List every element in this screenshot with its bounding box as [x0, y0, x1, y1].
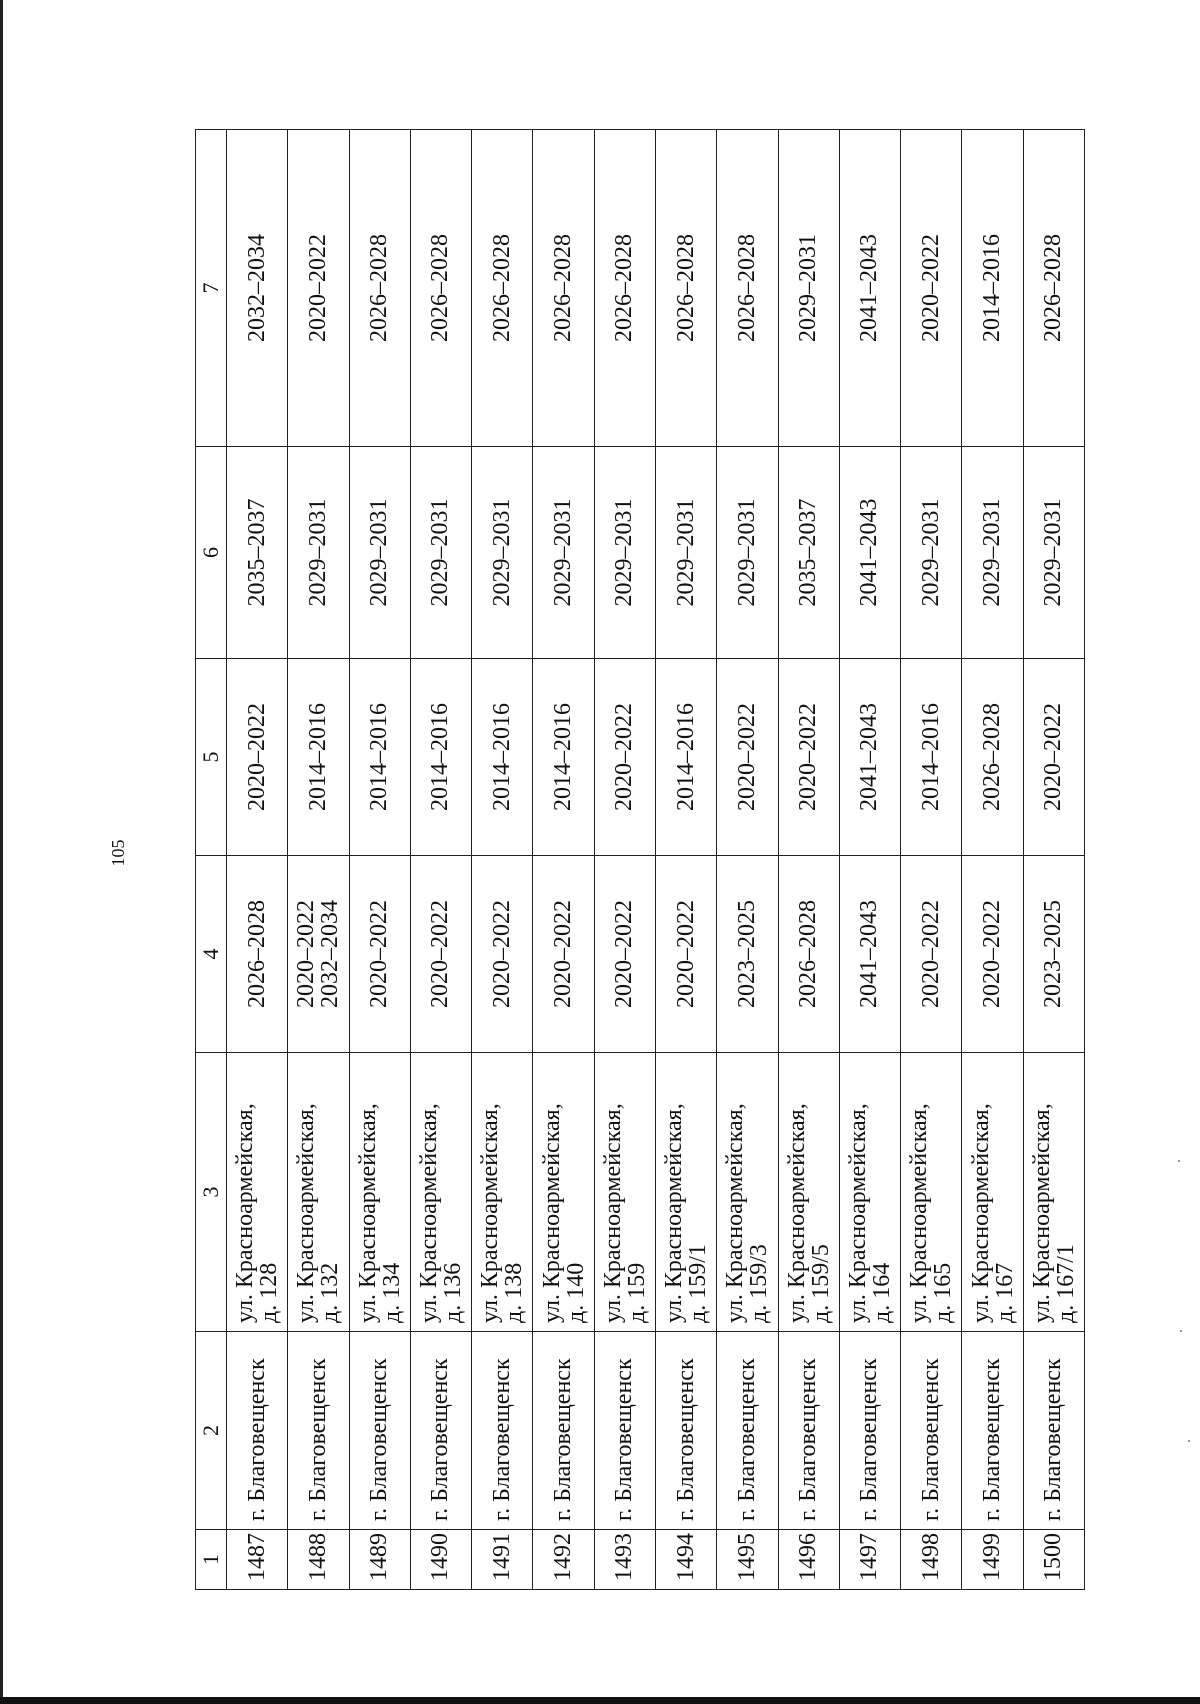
period-col-6: 2029–2031: [717, 447, 778, 659]
period-col-7: 2020–2022: [288, 130, 349, 447]
table-row: [410, 130, 471, 1590]
city-cell: г. Благовещенск: [349, 1332, 410, 1530]
street-name: ул. Красноармейская,: [477, 1103, 504, 1323]
scan-edge-left: [0, 0, 3, 1704]
city-cell: г. Благовещенск: [227, 1332, 288, 1530]
period-col-5: 2014–2016: [533, 659, 594, 856]
period-col-7: 2026–2028: [1023, 130, 1084, 447]
period-col-5: 2020–2022: [594, 659, 655, 856]
period-col-5: 2020–2022: [778, 659, 839, 856]
period-col-7: 2026–2028: [533, 130, 594, 447]
table-row: [349, 130, 410, 1590]
address-cell: [717, 1053, 778, 1332]
address-cell: [349, 1053, 410, 1332]
address-cell: [410, 1053, 471, 1332]
street-name: ул. Красноармейская,: [354, 1103, 381, 1323]
house-number: д. 138: [501, 1262, 528, 1323]
period-value: 2020–2022: [611, 900, 638, 1008]
period-col-4: [1023, 856, 1084, 1053]
column-header-1: 1: [196, 1530, 227, 1590]
row-number: 1497: [839, 1530, 900, 1590]
period-col-6: 2029–2031: [410, 447, 471, 659]
column-header-2: 2: [196, 1332, 227, 1530]
house-number: д. 136: [439, 1262, 466, 1323]
header-row: [196, 130, 227, 1590]
house-number: д. 159/5: [807, 1244, 834, 1323]
street-name: ул. Красноармейская,: [906, 1103, 933, 1323]
period-col-5: 2014–2016: [655, 659, 716, 856]
row-number: 1496: [778, 1530, 839, 1590]
row-number: 1491: [472, 1530, 533, 1590]
scan-speck: [1178, 1160, 1180, 1162]
period-col-7: 2032–2034: [227, 130, 288, 447]
city-cell: г. Благовещенск: [410, 1332, 471, 1530]
city-cell: г. Благовещенск: [717, 1332, 778, 1530]
period-col-7: 2029–2031: [778, 130, 839, 447]
street-name: ул. Красноармейская,: [293, 1103, 320, 1323]
street-name: ул. Красноармейская,: [538, 1103, 565, 1323]
row-number: 1499: [962, 1530, 1023, 1590]
table-row: [655, 130, 716, 1590]
city-cell: г. Благовещенск: [533, 1332, 594, 1530]
address-cell: [472, 1053, 533, 1332]
street-name: ул. Красноармейская,: [722, 1103, 749, 1323]
period-col-7: 2026–2028: [410, 130, 471, 447]
table-row: [1023, 130, 1084, 1590]
house-number: д. 167: [991, 1262, 1018, 1323]
house-number: д. 164: [868, 1262, 895, 1323]
column-header-4: 4: [196, 856, 227, 1053]
period-value: 2020–2022: [427, 900, 454, 1008]
period-col-4: [227, 856, 288, 1053]
period-col-7: 2020–2022: [901, 130, 962, 447]
table-row: [472, 130, 533, 1590]
period-col-7: 2026–2028: [472, 130, 533, 447]
period-col-6: 2029–2031: [962, 447, 1023, 659]
row-number: 1489: [349, 1530, 410, 1590]
house-number: д. 167/1: [1052, 1244, 1079, 1323]
period-col-7: 2026–2028: [349, 130, 410, 447]
period-col-6: 2035–2037: [227, 447, 288, 659]
schedule-table: [195, 129, 1085, 1590]
street-name: ул. Красноармейская,: [599, 1103, 626, 1323]
row-number: 1500: [1023, 1530, 1084, 1590]
street-name: ул. Красноармейская,: [232, 1103, 259, 1323]
city-cell: г. Благовещенск: [594, 1332, 655, 1530]
period-col-6: 2035–2037: [778, 447, 839, 659]
row-number: 1493: [594, 1530, 655, 1590]
period-col-6: 2029–2031: [594, 447, 655, 659]
period-value: 2041–2043: [856, 900, 883, 1008]
street-name: ул. Красноармейская,: [1028, 1103, 1055, 1323]
address-cell: [778, 1053, 839, 1332]
row-number: 1487: [227, 1530, 288, 1590]
period-col-4: [901, 856, 962, 1053]
street-name: ул. Красноармейская,: [415, 1103, 442, 1323]
period-col-4: [288, 856, 349, 1053]
row-number: 1498: [901, 1530, 962, 1590]
period-value: 2026–2028: [795, 900, 822, 1008]
street-name: ул. Красноармейская,: [967, 1103, 994, 1323]
table-body: [227, 130, 1085, 1590]
row-number: 1494: [655, 1530, 716, 1590]
row-number: 1492: [533, 1530, 594, 1590]
period-value: 2020–2022: [293, 900, 320, 1008]
period-value: 2020–2022: [917, 900, 944, 1008]
house-number: д. 128: [256, 1262, 283, 1323]
period-col-5: 2014–2016: [901, 659, 962, 856]
table-row: [778, 130, 839, 1590]
period-col-4: [410, 856, 471, 1053]
period-col-4: [839, 856, 900, 1053]
table-row: [717, 130, 778, 1590]
column-header-3: 3: [196, 1053, 227, 1332]
city-cell: г. Благовещенск: [962, 1332, 1023, 1530]
period-value: 2020–2022: [672, 900, 699, 1008]
period-value: 2026–2028: [243, 900, 270, 1008]
city-cell: г. Благовещенск: [288, 1332, 349, 1530]
address-cell: [839, 1053, 900, 1332]
address-cell: [227, 1053, 288, 1332]
city-cell: г. Благовещенск: [472, 1332, 533, 1530]
period-col-4: [778, 856, 839, 1053]
period-col-6: 2029–2031: [1023, 447, 1084, 659]
period-col-4: [594, 856, 655, 1053]
column-header-5: 5: [196, 659, 227, 856]
street-name: ул. Красноармейская,: [783, 1103, 810, 1323]
period-value: 2020–2022: [550, 900, 577, 1008]
column-header-7: 7: [196, 130, 227, 447]
period-col-6: 2029–2031: [349, 447, 410, 659]
period-col-5: 2020–2022: [1023, 659, 1084, 856]
period-col-4: [349, 856, 410, 1053]
period-col-7: 2041–2043: [839, 130, 900, 447]
scan-speck: [1188, 1440, 1190, 1442]
period-col-6: 2029–2031: [288, 447, 349, 659]
house-number: д. 134: [378, 1262, 405, 1323]
house-number: д. 159/1: [685, 1244, 712, 1323]
table-row: [533, 130, 594, 1590]
rotated-table-frame: [195, 130, 1085, 1590]
scan-edge-bottom: [0, 1697, 1200, 1704]
house-number: д. 132: [317, 1262, 344, 1323]
period-col-6: 2029–2031: [533, 447, 594, 659]
table-row: [901, 130, 962, 1590]
address-cell: [288, 1053, 349, 1332]
house-number: д. 159/3: [746, 1244, 773, 1323]
period-value: 2020–2022: [366, 900, 393, 1008]
address-cell: [594, 1053, 655, 1332]
city-cell: г. Благовещенск: [778, 1332, 839, 1530]
period-col-6: 2029–2031: [472, 447, 533, 659]
city-cell: г. Благовещенск: [839, 1332, 900, 1530]
period-col-5: 2014–2016: [472, 659, 533, 856]
period-col-4: [962, 856, 1023, 1053]
period-col-7: 2026–2028: [655, 130, 716, 447]
house-number: д. 165: [930, 1262, 957, 1323]
period-col-6: 2029–2031: [901, 447, 962, 659]
page-number: 105: [108, 839, 128, 867]
period-value: 2023–2025: [733, 900, 760, 1008]
address-cell: [901, 1053, 962, 1332]
period-col-4: [655, 856, 716, 1053]
address-cell: [1023, 1053, 1084, 1332]
column-header-6: 6: [196, 447, 227, 659]
table-row: [962, 130, 1023, 1590]
period-col-4: [717, 856, 778, 1053]
address-cell: [533, 1053, 594, 1332]
address-cell: [962, 1053, 1023, 1332]
period-col-7: 2014–2016: [962, 130, 1023, 447]
house-number: д. 140: [562, 1262, 589, 1323]
period-col-5: 2014–2016: [349, 659, 410, 856]
period-value: 2032–2034: [317, 900, 344, 1008]
row-number: 1495: [717, 1530, 778, 1590]
address-cell: [655, 1053, 716, 1332]
table-row: [227, 130, 288, 1590]
table-row: [288, 130, 349, 1590]
row-number: 1490: [410, 1530, 471, 1590]
period-col-5: 2014–2016: [288, 659, 349, 856]
city-cell: г. Благовещенск: [1023, 1332, 1084, 1530]
period-col-6: 2041–2043: [839, 447, 900, 659]
period-col-7: 2026–2028: [594, 130, 655, 447]
period-col-7: 2026–2028: [717, 130, 778, 447]
period-col-5: 2041–2043: [839, 659, 900, 856]
table-row: [839, 130, 900, 1590]
period-col-4: [533, 856, 594, 1053]
table-row: [594, 130, 655, 1590]
table-container: [195, 130, 1085, 1590]
period-value: 2023–2025: [1040, 900, 1067, 1008]
street-name: ул. Красноармейская,: [844, 1103, 871, 1323]
period-col-5: 2020–2022: [227, 659, 288, 856]
row-number: 1488: [288, 1530, 349, 1590]
house-number: д. 159: [623, 1262, 650, 1323]
period-col-5: 2020–2022: [717, 659, 778, 856]
period-col-4: [472, 856, 533, 1053]
period-col-5: 2014–2016: [410, 659, 471, 856]
period-col-6: 2029–2031: [655, 447, 716, 659]
street-name: ул. Красноармейская,: [661, 1103, 688, 1323]
city-cell: г. Благовещенск: [655, 1332, 716, 1530]
period-value: 2020–2022: [979, 900, 1006, 1008]
period-value: 2020–2022: [488, 900, 515, 1008]
period-col-5: 2026–2028: [962, 659, 1023, 856]
table-header: [196, 130, 227, 1590]
scan-speck: [1180, 1330, 1182, 1332]
city-cell: г. Благовещенск: [901, 1332, 962, 1530]
